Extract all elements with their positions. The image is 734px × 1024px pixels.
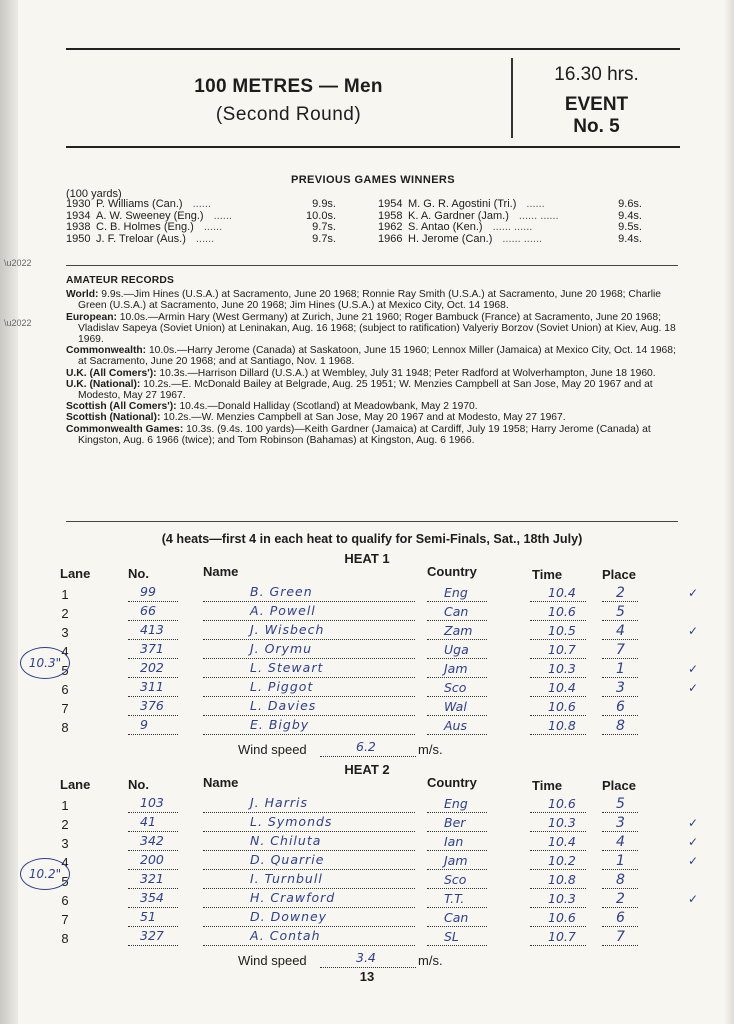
qualified-tick: ✓ xyxy=(688,835,699,849)
record-entry xyxy=(66,289,678,311)
record-text: 9.9s.—Jim Hines (U.S.A.) at Sacramento, June 20 1968; Ronnie Ray Smith (U.S.A.) at Sacramento, June 20 1968; Charlie Green (U.S.A.) at Sacramento, June 20 1968; Jim Hines (U.S.A.) at Mexico City, Oct. 14 1968. xyxy=(78,289,662,312)
winner-row xyxy=(378,199,642,211)
place-line xyxy=(602,715,638,716)
name-line xyxy=(203,850,415,851)
athlete-place: 1 xyxy=(616,661,625,677)
time-line xyxy=(530,620,586,621)
athlete-place: 7 xyxy=(616,929,625,945)
record-label: Scottish (All Comers'): xyxy=(66,401,177,413)
country-line xyxy=(427,677,487,678)
place-line xyxy=(602,812,638,813)
country-line xyxy=(427,831,487,832)
name-line xyxy=(203,869,415,870)
lane-number: 6 xyxy=(61,893,69,908)
bib-number: 103 xyxy=(140,795,164,810)
record-text: 10.3s. (9.4s. 100 yards)—Keith Gardner (Jamaica) at Cardiff, July 19 1958; Harry Jerome (Canada) at Kingston, Aug. 6 1966 (twice); and Tom Robinson (Bahamas) at Kingston, Aug. 6 1966. xyxy=(78,423,651,446)
qualified-tick: ✓ xyxy=(688,816,699,830)
athlete-name: A. Powell xyxy=(250,603,316,618)
number-line xyxy=(128,734,178,735)
winner-year: 1934 xyxy=(66,209,91,222)
athlete-time: 10.8 xyxy=(548,872,576,887)
name-line xyxy=(203,812,415,813)
record-label: European: xyxy=(66,311,117,323)
winner-time: 9.4s. xyxy=(618,209,642,222)
winner-time: 9.5s. xyxy=(618,221,642,233)
country-line xyxy=(427,734,487,735)
bib-number: 327 xyxy=(140,928,164,943)
athlete-name: L. Symonds xyxy=(250,814,333,829)
staple-mark: \u2022 xyxy=(4,318,32,328)
country-line xyxy=(427,926,487,927)
wind-speed-unit: m/s. xyxy=(418,953,443,968)
athlete-place: 3 xyxy=(616,815,625,831)
circled-best-time: 10.3" xyxy=(20,647,70,679)
athlete-country: Jam xyxy=(444,853,468,868)
winner-row xyxy=(66,199,336,211)
lane-number: 1 xyxy=(61,587,69,602)
country-line xyxy=(427,601,487,602)
wind-speed-unit: m/s. xyxy=(418,742,443,757)
athlete-place: 8 xyxy=(616,718,625,734)
winner-time: 9.7s. xyxy=(312,232,336,245)
athlete-name: I. Turnbull xyxy=(250,871,323,886)
winner-dots: ...... ...... xyxy=(492,221,533,233)
records-list xyxy=(66,289,678,446)
previous-winners-left xyxy=(66,199,336,245)
qualified-tick: ✓ xyxy=(688,624,699,638)
bib-number: 321 xyxy=(140,871,164,886)
name-line xyxy=(203,639,415,640)
wind-speed-label: Wind speed xyxy=(238,742,307,757)
athlete-country: Can xyxy=(444,910,469,925)
heat-title: HEAT 1 xyxy=(344,551,390,566)
bib-number: 376 xyxy=(140,698,164,713)
record-text: 10.4s.—Donald Halliday (Scotland) at Meadowbank, May 2 1970. xyxy=(176,401,478,413)
place-line xyxy=(602,696,638,697)
athlete-country: Aus xyxy=(444,718,467,733)
time-line xyxy=(530,850,586,851)
place-line xyxy=(602,677,638,678)
qualify-note: (4 heats—first 4 in each heat to qualify for Semi-Finals, Sat., 18th July) xyxy=(161,532,583,546)
winner-name: P. Williams (Can.) xyxy=(96,198,183,210)
place-line xyxy=(602,926,638,927)
wind-speed-label: Wind speed xyxy=(238,953,307,968)
athlete-name: D. Quarrie xyxy=(250,852,325,867)
place-line xyxy=(602,601,638,602)
country-line xyxy=(427,945,487,946)
athlete-name: D. Downey xyxy=(250,909,328,924)
number-line xyxy=(128,715,178,716)
qualified-tick: ✓ xyxy=(688,892,699,906)
time-line xyxy=(530,945,586,946)
athlete-country: Jam xyxy=(444,661,468,676)
column-header-time: Time xyxy=(532,778,563,793)
name-line xyxy=(203,677,415,678)
athlete-time: 10.6 xyxy=(548,699,576,714)
bib-number: 354 xyxy=(140,890,164,905)
section-rule xyxy=(66,265,678,266)
place-line xyxy=(602,639,638,640)
record-label: World: xyxy=(66,289,99,301)
number-line xyxy=(128,831,178,832)
wind-speed-value: 6.2 xyxy=(356,739,376,754)
winner-name: H. Jerome (Can.) xyxy=(408,232,493,245)
time-line xyxy=(530,658,586,659)
athlete-place: 1 xyxy=(616,853,625,869)
bib-number: 51 xyxy=(140,909,156,924)
number-line xyxy=(128,812,178,813)
amateur-records-title: AMATEUR RECORDS xyxy=(66,275,175,286)
number-line xyxy=(128,696,178,697)
athlete-country: Sco xyxy=(444,680,467,695)
name-line xyxy=(203,945,415,946)
athlete-time: 10.4 xyxy=(548,834,576,849)
athlete-country: Ber xyxy=(444,815,466,830)
number-line xyxy=(128,850,178,851)
athlete-place: 7 xyxy=(616,642,625,658)
winner-year: 1954 xyxy=(378,198,403,210)
winner-year: 1966 xyxy=(378,232,403,245)
place-line xyxy=(602,831,638,832)
lane-number: 5 xyxy=(61,874,69,889)
place-line xyxy=(602,850,638,851)
qualified-tick: ✓ xyxy=(688,681,699,695)
bib-number: 9 xyxy=(140,717,148,732)
athlete-place: 4 xyxy=(616,834,625,850)
athlete-time: 10.4 xyxy=(548,680,576,695)
athlete-name: B. Green xyxy=(250,584,313,599)
number-line xyxy=(128,907,178,908)
bib-number: 200 xyxy=(140,852,164,867)
lane-number: 3 xyxy=(61,625,69,640)
athlete-country: Sco xyxy=(444,872,467,887)
name-line xyxy=(203,831,415,832)
place-line xyxy=(602,869,638,870)
place-line xyxy=(602,620,638,621)
athlete-country: Wal xyxy=(444,699,467,714)
lane-number: 7 xyxy=(61,912,69,927)
name-line xyxy=(203,888,415,889)
winner-dots: ...... xyxy=(203,221,223,233)
record-entry xyxy=(66,368,678,379)
lane-number: 1 xyxy=(61,798,69,813)
record-label: U.K. (All Comers'): xyxy=(66,367,157,379)
record-entry xyxy=(66,401,678,412)
column-header-time: Time xyxy=(532,567,563,582)
section-rule xyxy=(66,521,678,522)
athlete-country: T.T. xyxy=(444,891,465,906)
winner-time: 9.4s. xyxy=(618,232,642,245)
place-line xyxy=(602,945,638,946)
column-header-lane: Lane xyxy=(60,777,91,792)
country-line xyxy=(427,658,487,659)
athlete-place: 6 xyxy=(616,910,625,926)
record-text: 10.2s.—W. Menzies Campbell at San Jose, May 20 1967 and at Modesto, May 27 1967. xyxy=(160,412,566,424)
previous-winners-title: PREVIOUS GAMES WINNERS xyxy=(290,174,456,186)
athlete-time: 10.7 xyxy=(548,929,576,944)
bib-number: 311 xyxy=(140,679,164,694)
winner-time: 9.6s. xyxy=(618,198,642,210)
bib-number: 66 xyxy=(140,603,156,618)
page-right-edge xyxy=(724,0,734,1024)
bib-number: 99 xyxy=(140,584,156,599)
winner-row xyxy=(378,222,642,234)
record-entry xyxy=(66,379,678,401)
athlete-time: 10.2 xyxy=(548,853,576,868)
event-subtitle: (Second Round) xyxy=(215,104,362,125)
lane-number: 7 xyxy=(61,701,69,716)
time-line xyxy=(530,601,586,602)
lane-number: 4 xyxy=(61,855,69,870)
athlete-country: Zam xyxy=(444,623,473,638)
time-line xyxy=(530,734,586,735)
time-line xyxy=(530,715,586,716)
record-label: Commonwealth: xyxy=(66,345,147,357)
event-number xyxy=(513,94,680,138)
athlete-country: Ian xyxy=(444,834,464,849)
winner-year: 1950 xyxy=(66,232,91,245)
athlete-country: SL xyxy=(444,929,459,944)
qualified-tick: ✓ xyxy=(688,662,699,676)
name-line xyxy=(203,907,415,908)
time-line xyxy=(530,677,586,678)
athlete-country: Eng xyxy=(444,796,468,811)
lane-number: 6 xyxy=(61,682,69,697)
place-line xyxy=(602,907,638,908)
athlete-name: L. Piggot xyxy=(250,679,314,694)
previous-winners-right xyxy=(378,199,642,245)
lane-number: 3 xyxy=(61,836,69,851)
column-header-lane: Lane xyxy=(60,566,91,581)
lane-number: 4 xyxy=(61,644,69,659)
circled-best-time: 10.2" xyxy=(20,858,70,890)
winner-row xyxy=(66,222,336,234)
name-line xyxy=(203,715,415,716)
place-line xyxy=(602,734,638,735)
record-text: 10.0s.—Harry Jerome (Canada) at Saskatoon, June 15 1960; Lennox Miller (Jamaica) at Mexico City, Oct. 14 1968; at Sacramento, June 20 1968; and at Santiago, Nov. 1 1968. xyxy=(78,345,676,368)
athlete-place: 2 xyxy=(616,891,625,907)
number-line xyxy=(128,677,178,678)
number-line xyxy=(128,601,178,602)
record-entry xyxy=(66,312,678,346)
wind-speed-value: 3.4 xyxy=(356,950,376,965)
winner-dots: ...... xyxy=(195,232,215,245)
place-line xyxy=(602,658,638,659)
athlete-name: J. Wisbech xyxy=(250,622,325,637)
staple-mark: \u2022 xyxy=(4,258,32,268)
record-entry xyxy=(66,412,678,423)
page-binding-edge xyxy=(0,0,18,1024)
country-line xyxy=(427,696,487,697)
number-line xyxy=(128,639,178,640)
winner-name: A. W. Sweeney (Eng.) xyxy=(96,209,204,222)
time-line xyxy=(530,696,586,697)
page-number: 13 xyxy=(359,969,375,984)
country-line xyxy=(427,907,487,908)
lane-number: 8 xyxy=(61,720,69,735)
athlete-time: 10.6 xyxy=(548,604,576,619)
winner-time: 9.7s. xyxy=(312,221,336,233)
event-title: 100 METRES — Men xyxy=(194,76,383,97)
winner-name: K. A. Gardner (Jam.) xyxy=(408,209,509,222)
number-line xyxy=(128,620,178,621)
country-line xyxy=(427,812,487,813)
event-time: 16.30 hrs. xyxy=(554,64,639,85)
athlete-place: 5 xyxy=(616,604,625,620)
number-line xyxy=(128,869,178,870)
athlete-name: E. Bigby xyxy=(250,717,310,732)
winner-year: 1962 xyxy=(378,221,403,233)
athlete-place: 4 xyxy=(616,623,625,639)
qualified-tick: ✓ xyxy=(688,586,699,600)
event-number-line1: EVENT xyxy=(564,94,629,115)
athlete-place: 8 xyxy=(616,872,625,888)
country-line xyxy=(427,869,487,870)
winner-dots: ...... xyxy=(526,198,545,210)
country-line xyxy=(427,850,487,851)
name-line xyxy=(203,696,415,697)
athlete-name: H. Crawford xyxy=(250,890,336,905)
event-header xyxy=(66,48,680,148)
column-header-name: Name xyxy=(203,775,239,790)
record-text: 10.3s.—Harrison Dillard (U.S.A.) at Wembley, July 31 1948; Peter Radford at Wolverhampton, June 18 1960. xyxy=(156,367,656,379)
record-label: Commonwealth Games: xyxy=(66,423,184,435)
athlete-name: N. Chiluta xyxy=(250,833,322,848)
column-header-no: No. xyxy=(128,566,149,581)
time-line xyxy=(530,831,586,832)
athlete-name: L. Davies xyxy=(250,698,317,713)
wind-speed-line xyxy=(320,967,416,968)
qualified-tick: ✓ xyxy=(688,854,699,868)
lane-number: 2 xyxy=(61,817,69,832)
number-line xyxy=(128,888,178,889)
athlete-time: 10.3 xyxy=(548,815,576,830)
athlete-place: 6 xyxy=(616,699,625,715)
bib-number: 371 xyxy=(140,641,164,656)
name-line xyxy=(203,620,415,621)
record-label: Scottish (National): xyxy=(66,412,161,424)
time-line xyxy=(530,869,586,870)
athlete-time: 10.3 xyxy=(548,891,576,906)
time-line xyxy=(530,907,586,908)
bib-number: 41 xyxy=(140,814,156,829)
time-line xyxy=(530,926,586,927)
column-header-place: Place xyxy=(602,778,636,793)
previous-winners-note: (100 yards) xyxy=(66,188,122,200)
winner-row xyxy=(66,234,336,246)
lane-number: 5 xyxy=(61,663,69,678)
column-header-place: Place xyxy=(602,567,636,582)
amateur-records xyxy=(66,275,678,446)
record-text: 10.2s.—E. McDonald Bailey at Belgrade, Aug. 25 1951; W. Menzies Campbell at San Jose, May 20 1967 and at Modesto, May 27 1967. xyxy=(78,378,653,402)
winner-time: 9.9s. xyxy=(312,198,336,210)
winner-dots: ...... xyxy=(213,209,232,222)
country-line xyxy=(427,639,487,640)
country-line xyxy=(427,888,487,889)
time-line xyxy=(530,888,586,889)
number-line xyxy=(128,658,178,659)
athlete-name: A. Contah xyxy=(250,928,321,943)
athlete-name: J. Orymu xyxy=(250,641,313,656)
athlete-time: 10.8 xyxy=(548,718,576,733)
athlete-time: 10.5 xyxy=(548,623,576,638)
name-line xyxy=(203,734,415,735)
winner-year: 1958 xyxy=(378,209,403,222)
athlete-name: J. Harris xyxy=(250,795,308,810)
winner-name: S. Antao (Ken.) xyxy=(408,221,483,233)
name-line xyxy=(203,926,415,927)
athlete-place: 5 xyxy=(616,796,625,812)
winner-dots: ...... ...... xyxy=(518,209,559,222)
winner-dots: ...... xyxy=(192,198,211,210)
country-line xyxy=(427,620,487,621)
winner-dots: ...... ...... xyxy=(502,232,543,245)
column-header-name: Name xyxy=(203,564,239,579)
event-number-line2: No. 5 xyxy=(573,116,620,137)
athlete-time: 10.6 xyxy=(548,910,576,925)
athlete-time: 10.6 xyxy=(548,796,576,811)
time-line xyxy=(530,812,586,813)
bib-number: 202 xyxy=(140,660,164,675)
number-line xyxy=(128,926,178,927)
record-entry xyxy=(66,424,678,446)
record-entry xyxy=(66,345,678,367)
number-line xyxy=(128,945,178,946)
name-line xyxy=(203,658,415,659)
athlete-time: 10.3 xyxy=(548,661,576,676)
record-text: 10.0s.—Armin Hary (West Germany) at Zurich, June 21 1960; Roger Bambuck (France) at Sacramento, June 20 1968; Vladislav Sapeya (Soviet Union) at Leninakan, Aug. 16 1968; (subject to ratification) Valyeriy Borzov (Soviet Union) at Kiev, Aug. 18 1969. xyxy=(78,311,676,346)
winner-name: C. B. Holmes (Eng.) xyxy=(96,221,194,233)
athlete-country: Uga xyxy=(444,642,469,657)
bib-number: 342 xyxy=(140,833,164,848)
athlete-time: 10.4 xyxy=(548,585,576,600)
athlete-place: 2 xyxy=(616,585,625,601)
athlete-name: L. Stewart xyxy=(250,660,324,675)
winner-name: M. G. R. Agostini (Tri.) xyxy=(408,198,517,210)
column-header-country: Country xyxy=(427,564,477,579)
winner-row xyxy=(378,234,642,246)
column-header-country: Country xyxy=(427,775,477,790)
winner-year: 1930 xyxy=(66,198,91,210)
record-label: U.K. (National): xyxy=(66,378,141,390)
heat-title: HEAT 2 xyxy=(344,762,390,777)
place-line xyxy=(602,888,638,889)
winner-time: 10.0s. xyxy=(306,209,336,222)
wind-speed-line xyxy=(320,756,416,757)
winner-year: 1938 xyxy=(66,221,91,233)
lane-number: 2 xyxy=(61,606,69,621)
time-line xyxy=(530,639,586,640)
winner-name: J. F. Treloar (Aus.) xyxy=(96,232,186,245)
athlete-place: 3 xyxy=(616,680,625,696)
athlete-time: 10.7 xyxy=(548,642,576,657)
athlete-country: Eng xyxy=(444,585,468,600)
lane-number: 8 xyxy=(61,931,69,946)
bib-number: 413 xyxy=(140,622,164,637)
athlete-country: Can xyxy=(444,604,469,619)
name-line xyxy=(203,601,415,602)
column-header-no: No. xyxy=(128,777,149,792)
country-line xyxy=(427,715,487,716)
